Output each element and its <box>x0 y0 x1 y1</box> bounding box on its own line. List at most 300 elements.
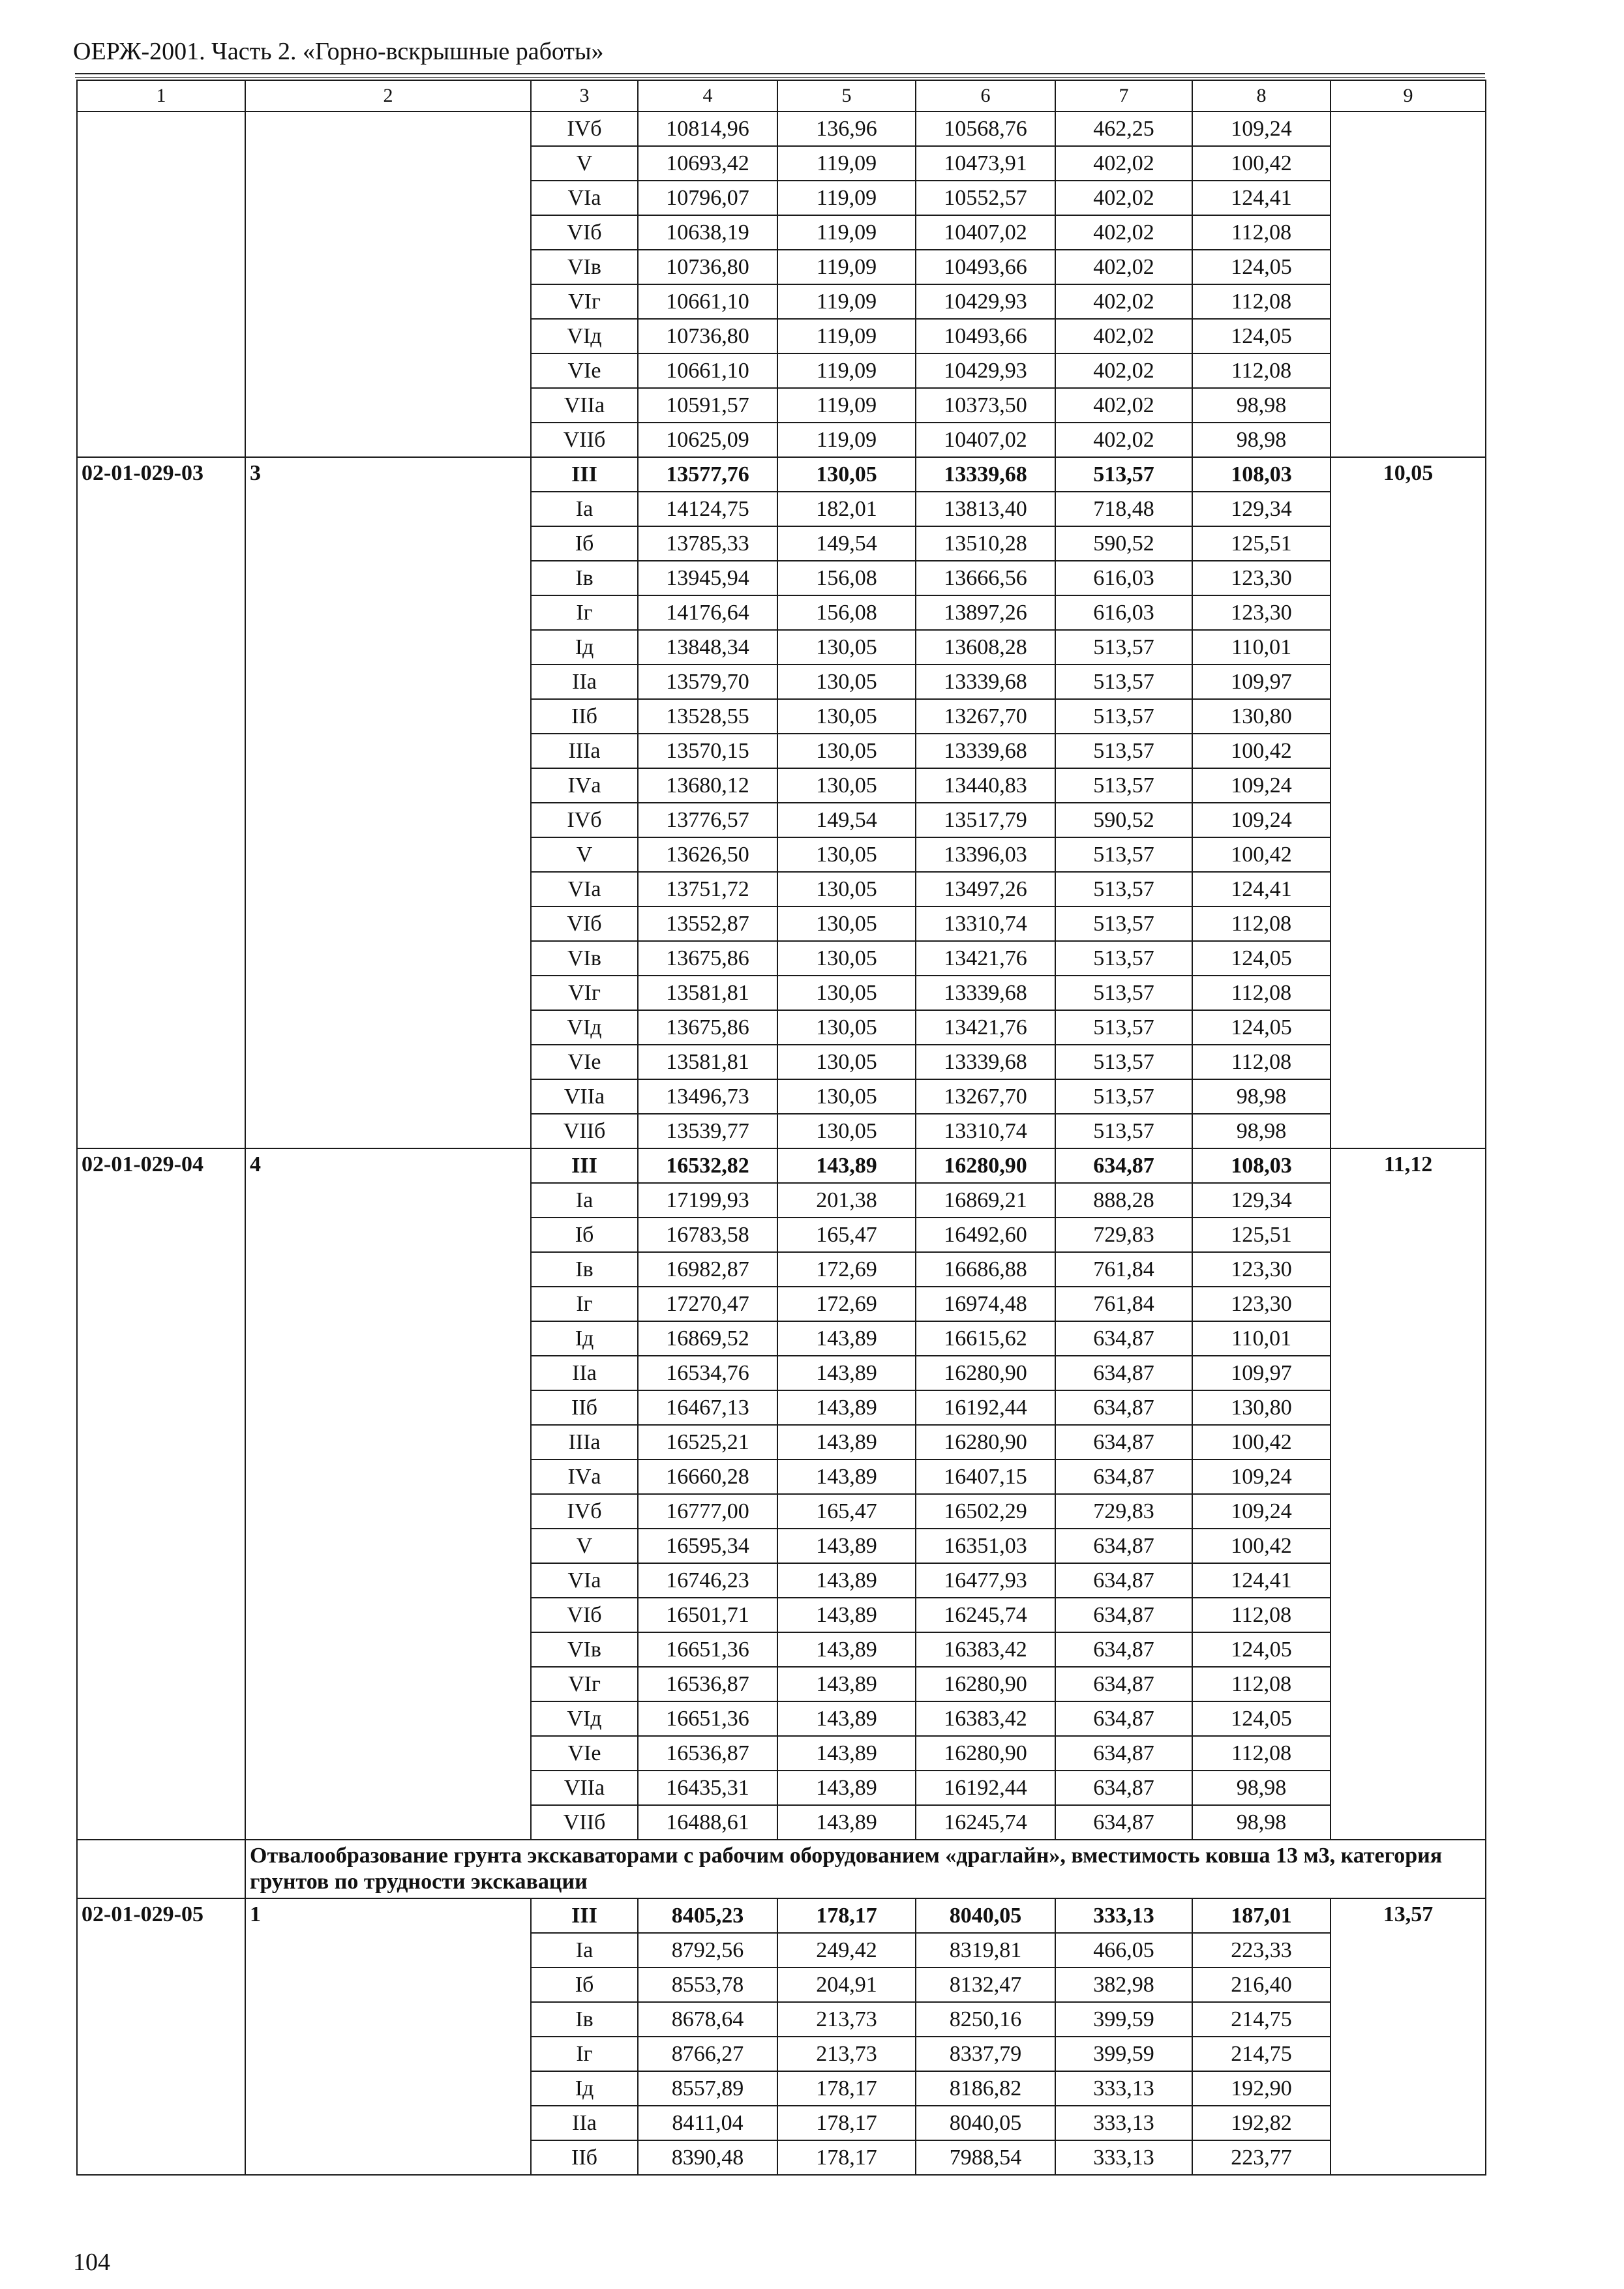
value-col5: 119,09 <box>777 250 916 284</box>
soil-category: Iг <box>531 1287 638 1321</box>
value-col7: 402,02 <box>1055 250 1192 284</box>
soil-category: VIг <box>531 976 638 1010</box>
rate-number: 4 <box>245 1148 531 1840</box>
value-col5: 182,01 <box>777 492 916 526</box>
value-col4: 10736,80 <box>638 250 777 284</box>
value-col4: 13539,77 <box>638 1114 777 1148</box>
soil-category: VIб <box>531 215 638 250</box>
value-col7: 634,87 <box>1055 1805 1192 1840</box>
value-col8: 109,97 <box>1192 665 1331 699</box>
soil-category: VIIб <box>531 1114 638 1148</box>
section-title: Отвалообразование грунта экскаваторами с рабочим оборудованием «драглайн», вместимость ковша 13 м3, категория грунтов по трудности экскавации <box>245 1840 1486 1898</box>
value-col5: 119,09 <box>777 146 916 181</box>
column-number: 8 <box>1192 80 1331 112</box>
value-col4: 16595,34 <box>638 1529 777 1563</box>
value-col5: 213,73 <box>777 2037 916 2071</box>
value-col6: 13497,26 <box>916 872 1055 906</box>
value-col5: 143,89 <box>777 1736 916 1771</box>
soil-category: VIе <box>531 1736 638 1771</box>
value-col7: 634,87 <box>1055 1356 1192 1390</box>
value-col6: 16615,62 <box>916 1321 1055 1356</box>
value-col4: 16536,87 <box>638 1736 777 1771</box>
value-col6: 16192,44 <box>916 1390 1055 1425</box>
rate-code: 02-01-029-05 <box>77 1898 245 2175</box>
rates-table <box>76 80 1486 2176</box>
value-col6: 13897,26 <box>916 595 1055 630</box>
value-col5: 204,91 <box>777 1967 916 2002</box>
value-col4: 14124,75 <box>638 492 777 526</box>
value-col8: 112,08 <box>1192 1045 1331 1079</box>
value-col5: 143,89 <box>777 1425 916 1459</box>
value-col5: 143,89 <box>777 1667 916 1701</box>
rate-code <box>77 112 245 457</box>
value-col8: 124,05 <box>1192 1010 1331 1045</box>
value-col6: 16192,44 <box>916 1771 1055 1805</box>
value-col4: 10814,96 <box>638 112 777 146</box>
value-col7: 513,57 <box>1055 976 1192 1010</box>
value-col7: 634,87 <box>1055 1563 1192 1598</box>
value-col5: 119,09 <box>777 353 916 388</box>
value-col7: 333,13 <box>1055 2106 1192 2140</box>
value-col6: 13510,28 <box>916 526 1055 561</box>
value-col7: 616,03 <box>1055 595 1192 630</box>
value-col6: 16245,74 <box>916 1598 1055 1632</box>
value-col5: 119,09 <box>777 181 916 215</box>
soil-category: IIа <box>531 2106 638 2140</box>
soil-category: VIа <box>531 181 638 215</box>
soil-category: VIв <box>531 941 638 976</box>
value-col4: 16532,82 <box>638 1148 777 1183</box>
soil-category: VIв <box>531 1632 638 1667</box>
value-col7: 462,25 <box>1055 112 1192 146</box>
value-col7: 382,98 <box>1055 1967 1192 2002</box>
column-number: 2 <box>245 80 531 112</box>
value-col7: 402,02 <box>1055 319 1192 353</box>
value-col6: 16280,90 <box>916 1356 1055 1390</box>
value-col6: 16492,60 <box>916 1218 1055 1252</box>
value-col4: 8405,23 <box>638 1898 777 1933</box>
value-col8: 129,34 <box>1192 492 1331 526</box>
value-col4: 8766,27 <box>638 2037 777 2071</box>
soil-category: VIг <box>531 1667 638 1701</box>
soil-category: IIб <box>531 699 638 734</box>
value-col4: 8792,56 <box>638 1933 777 1967</box>
value-col6: 10552,57 <box>916 181 1055 215</box>
value-col5: 130,05 <box>777 1079 916 1114</box>
column-number: 3 <box>531 80 638 112</box>
value-col4: 13785,33 <box>638 526 777 561</box>
value-col8: 223,33 <box>1192 1933 1331 1967</box>
soil-category: V <box>531 837 638 872</box>
value-col6: 13339,68 <box>916 1045 1055 1079</box>
soil-category: VIIб <box>531 423 638 457</box>
value-col8: 109,24 <box>1192 1459 1331 1494</box>
value-col5: 143,89 <box>777 1598 916 1632</box>
value-col5: 143,89 <box>777 1356 916 1390</box>
value-col4: 13496,73 <box>638 1079 777 1114</box>
value-col4: 13776,57 <box>638 803 777 837</box>
value-col5: 178,17 <box>777 2140 916 2175</box>
soil-category: VIIа <box>531 1771 638 1805</box>
value-col4: 16746,23 <box>638 1563 777 1598</box>
value-col5: 130,05 <box>777 837 916 872</box>
value-col6: 16383,42 <box>916 1632 1055 1667</box>
value-col5: 165,47 <box>777 1218 916 1252</box>
value-col5: 156,08 <box>777 561 916 595</box>
rate-number: 3 <box>245 457 531 1148</box>
value-col5: 130,05 <box>777 976 916 1010</box>
value-col7: 513,57 <box>1055 768 1192 803</box>
value-col7: 513,57 <box>1055 734 1192 768</box>
value-col4: 8557,89 <box>638 2071 777 2106</box>
table-row <box>77 457 1486 492</box>
value-col6: 10493,66 <box>916 250 1055 284</box>
value-col8: 112,08 <box>1192 976 1331 1010</box>
table-row <box>77 1148 1486 1183</box>
column-number: 1 <box>77 80 245 112</box>
value-col8: 110,01 <box>1192 630 1331 665</box>
value-col6: 10429,93 <box>916 353 1055 388</box>
value-col6: 13396,03 <box>916 837 1055 872</box>
value-col4: 10661,10 <box>638 284 777 319</box>
value-col8: 100,42 <box>1192 734 1331 768</box>
value-col7: 466,05 <box>1055 1933 1192 1967</box>
value-col4: 10736,80 <box>638 319 777 353</box>
soil-category: IIа <box>531 665 638 699</box>
value-col5: 143,89 <box>777 1632 916 1667</box>
soil-category: IIIа <box>531 734 638 768</box>
value-col8: 125,51 <box>1192 1218 1331 1252</box>
value-col4: 10625,09 <box>638 423 777 457</box>
value-col8: 108,03 <box>1192 1148 1331 1183</box>
value-col5: 130,05 <box>777 699 916 734</box>
value-col5: 143,89 <box>777 1529 916 1563</box>
value-col6: 16869,21 <box>916 1183 1055 1218</box>
value-col4: 8553,78 <box>638 1967 777 2002</box>
value-col4: 13675,86 <box>638 1010 777 1045</box>
value-col8: 216,40 <box>1192 1967 1331 2002</box>
value-col4: 13626,50 <box>638 837 777 872</box>
value-col5: 156,08 <box>777 595 916 630</box>
value-col5: 119,09 <box>777 423 916 457</box>
soil-category: Iа <box>531 492 638 526</box>
value-col7: 333,13 <box>1055 2140 1192 2175</box>
value-col8: 98,98 <box>1192 423 1331 457</box>
value-col6: 16407,15 <box>916 1459 1055 1494</box>
value-col4: 10638,19 <box>638 215 777 250</box>
value-col7: 402,02 <box>1055 181 1192 215</box>
value-col8: 112,08 <box>1192 1598 1331 1632</box>
value-col6: 13666,56 <box>916 561 1055 595</box>
soil-category: VIIа <box>531 1079 638 1114</box>
value-col5: 130,05 <box>777 768 916 803</box>
soil-category: VIг <box>531 284 638 319</box>
value-col7: 634,87 <box>1055 1771 1192 1805</box>
value-col8: 98,98 <box>1192 1114 1331 1148</box>
value-col6: 10493,66 <box>916 319 1055 353</box>
value-col7: 402,02 <box>1055 215 1192 250</box>
value-col8: 124,05 <box>1192 1701 1331 1736</box>
value-col5: 130,05 <box>777 872 916 906</box>
value-col7: 402,02 <box>1055 146 1192 181</box>
value-col7: 634,87 <box>1055 1321 1192 1356</box>
value-col4: 16467,13 <box>638 1390 777 1425</box>
value-col4: 16982,87 <box>638 1252 777 1287</box>
value-col8: 124,41 <box>1192 181 1331 215</box>
value-col8: 123,30 <box>1192 1252 1331 1287</box>
value-col7: 513,57 <box>1055 837 1192 872</box>
value-col4: 10661,10 <box>638 353 777 388</box>
soil-category: VIв <box>531 250 638 284</box>
value-col4: 16534,76 <box>638 1356 777 1390</box>
value-col5: 143,89 <box>777 1459 916 1494</box>
value-col9: 13,57 <box>1331 1898 1486 2175</box>
value-col4: 16869,52 <box>638 1321 777 1356</box>
value-col8: 124,05 <box>1192 941 1331 976</box>
value-col9 <box>1331 112 1486 457</box>
value-col7: 513,57 <box>1055 457 1192 492</box>
value-col8: 123,30 <box>1192 1287 1331 1321</box>
soil-category: VIд <box>531 319 638 353</box>
soil-category: VIб <box>531 906 638 941</box>
value-col8: 192,90 <box>1192 2071 1331 2106</box>
value-col6: 13813,40 <box>916 492 1055 526</box>
value-col6: 10429,93 <box>916 284 1055 319</box>
value-col6: 16245,74 <box>916 1805 1055 1840</box>
value-col6: 16686,88 <box>916 1252 1055 1287</box>
value-col7: 888,28 <box>1055 1183 1192 1218</box>
soil-category: V <box>531 146 638 181</box>
value-col7: 634,87 <box>1055 1667 1192 1701</box>
page-header-title: ОЕРЖ-2001. Часть 2. «Горно-вскрышные работы» <box>73 38 604 65</box>
value-col5: 130,05 <box>777 906 916 941</box>
value-col5: 130,05 <box>777 1114 916 1148</box>
value-col6: 13339,68 <box>916 665 1055 699</box>
soil-category: Iб <box>531 1218 638 1252</box>
value-col6: 8186,82 <box>916 2071 1055 2106</box>
value-col7: 616,03 <box>1055 561 1192 595</box>
column-number: 9 <box>1331 80 1486 112</box>
value-col8: 112,08 <box>1192 906 1331 941</box>
column-number: 7 <box>1055 80 1192 112</box>
value-col5: 130,05 <box>777 1045 916 1079</box>
value-col5: 130,05 <box>777 457 916 492</box>
soil-category: VIа <box>531 872 638 906</box>
value-col4: 16501,71 <box>638 1598 777 1632</box>
value-col8: 124,05 <box>1192 1632 1331 1667</box>
value-col6: 8319,81 <box>916 1933 1055 1967</box>
value-col4: 10591,57 <box>638 388 777 423</box>
value-col4: 8390,48 <box>638 2140 777 2175</box>
soil-category: Iд <box>531 1321 638 1356</box>
value-col4: 16488,61 <box>638 1805 777 1840</box>
value-col8: 112,08 <box>1192 284 1331 319</box>
value-col8: 100,42 <box>1192 837 1331 872</box>
value-col6: 8337,79 <box>916 2037 1055 2071</box>
value-col4: 13552,87 <box>638 906 777 941</box>
value-col4: 16660,28 <box>638 1459 777 1494</box>
value-col4: 16525,21 <box>638 1425 777 1459</box>
value-col6: 8040,05 <box>916 1898 1055 1933</box>
soil-category: IIа <box>531 1356 638 1390</box>
column-number: 5 <box>777 80 916 112</box>
soil-category: IVа <box>531 1459 638 1494</box>
value-col7: 634,87 <box>1055 1632 1192 1667</box>
value-col8: 109,24 <box>1192 803 1331 837</box>
value-col4: 17199,93 <box>638 1183 777 1218</box>
value-col7: 634,87 <box>1055 1701 1192 1736</box>
value-col8: 214,75 <box>1192 2037 1331 2071</box>
value-col8: 130,80 <box>1192 1390 1331 1425</box>
soil-category: IVа <box>531 768 638 803</box>
soil-category: VIд <box>531 1701 638 1736</box>
value-col5: 119,09 <box>777 319 916 353</box>
value-col5: 136,96 <box>777 112 916 146</box>
value-col6: 8132,47 <box>916 1967 1055 2002</box>
value-col6: 10568,76 <box>916 112 1055 146</box>
soil-category: VIIб <box>531 1805 638 1840</box>
value-col6: 16974,48 <box>916 1287 1055 1321</box>
value-col8: 98,98 <box>1192 1079 1331 1114</box>
column-number-row <box>77 80 1486 112</box>
value-col4: 16783,58 <box>638 1218 777 1252</box>
value-col7: 402,02 <box>1055 423 1192 457</box>
value-col4: 13528,55 <box>638 699 777 734</box>
soil-category: III <box>531 457 638 492</box>
value-col4: 8411,04 <box>638 2106 777 2140</box>
value-col9: 10,05 <box>1331 457 1486 1148</box>
value-col5: 130,05 <box>777 630 916 665</box>
value-col4: 13751,72 <box>638 872 777 906</box>
value-col7: 399,59 <box>1055 2002 1192 2037</box>
soil-category: IVб <box>531 803 638 837</box>
value-col8: 109,97 <box>1192 1356 1331 1390</box>
rate-code: 02-01-029-04 <box>77 1148 245 1840</box>
value-col7: 634,87 <box>1055 1529 1192 1563</box>
value-col8: 112,08 <box>1192 1667 1331 1701</box>
value-col7: 729,83 <box>1055 1218 1192 1252</box>
value-col5: 143,89 <box>777 1390 916 1425</box>
value-col4: 13680,12 <box>638 768 777 803</box>
value-col5: 249,42 <box>777 1933 916 1967</box>
value-col5: 130,05 <box>777 1010 916 1045</box>
soil-category: Iд <box>531 2071 638 2106</box>
value-col7: 513,57 <box>1055 906 1192 941</box>
value-col6: 13339,68 <box>916 734 1055 768</box>
value-col6: 13310,74 <box>916 1114 1055 1148</box>
soil-category: IIIа <box>531 1425 638 1459</box>
value-col8: 124,05 <box>1192 250 1331 284</box>
value-col6: 16280,90 <box>916 1148 1055 1183</box>
soil-category: IIб <box>531 1390 638 1425</box>
value-col7: 634,87 <box>1055 1390 1192 1425</box>
soil-category: Iа <box>531 1183 638 1218</box>
section-title-row <box>77 1840 1486 1898</box>
value-col7: 333,13 <box>1055 1898 1192 1933</box>
value-col8: 223,77 <box>1192 2140 1331 2175</box>
empty-cell <box>77 1840 245 1898</box>
value-col6: 13421,76 <box>916 941 1055 976</box>
soil-category: Iб <box>531 526 638 561</box>
value-col6: 16280,90 <box>916 1736 1055 1771</box>
value-col4: 10693,42 <box>638 146 777 181</box>
soil-category: Iв <box>531 561 638 595</box>
value-col8: 187,01 <box>1192 1898 1331 1933</box>
value-col7: 513,57 <box>1055 1079 1192 1114</box>
value-col5: 143,89 <box>777 1321 916 1356</box>
value-col7: 634,87 <box>1055 1598 1192 1632</box>
value-col8: 124,05 <box>1192 319 1331 353</box>
soil-category: III <box>531 1148 638 1183</box>
value-col8: 129,34 <box>1192 1183 1331 1218</box>
value-col6: 8250,16 <box>916 2002 1055 2037</box>
soil-category: Iг <box>531 2037 638 2071</box>
value-col5: 143,89 <box>777 1701 916 1736</box>
value-col9: 11,12 <box>1331 1148 1486 1840</box>
value-col4: 16651,36 <box>638 1701 777 1736</box>
value-col8: 98,98 <box>1192 1771 1331 1805</box>
soil-category: III <box>531 1898 638 1933</box>
value-col4: 16777,00 <box>638 1494 777 1529</box>
value-col8: 100,42 <box>1192 1425 1331 1459</box>
value-col8: 125,51 <box>1192 526 1331 561</box>
value-col8: 108,03 <box>1192 457 1331 492</box>
value-col7: 590,52 <box>1055 526 1192 561</box>
table-row <box>77 1898 1486 1933</box>
value-col4: 13577,76 <box>638 457 777 492</box>
soil-category: Iв <box>531 2002 638 2037</box>
value-col5: 172,69 <box>777 1287 916 1321</box>
value-col5: 143,89 <box>777 1148 916 1183</box>
value-col7: 402,02 <box>1055 353 1192 388</box>
value-col8: 112,08 <box>1192 1736 1331 1771</box>
value-col5: 119,09 <box>777 215 916 250</box>
value-col4: 13848,34 <box>638 630 777 665</box>
value-col6: 13310,74 <box>916 906 1055 941</box>
value-col4: 16651,36 <box>638 1632 777 1667</box>
soil-category: IVб <box>531 112 638 146</box>
value-col5: 178,17 <box>777 1898 916 1933</box>
value-col6: 13267,70 <box>916 1079 1055 1114</box>
page-number: 104 <box>73 2249 110 2276</box>
rate-code: 02-01-029-03 <box>77 457 245 1148</box>
value-col6: 16502,29 <box>916 1494 1055 1529</box>
soil-category: Iв <box>531 1252 638 1287</box>
value-col7: 634,87 <box>1055 1459 1192 1494</box>
value-col8: 100,42 <box>1192 1529 1331 1563</box>
value-col8: 112,08 <box>1192 353 1331 388</box>
value-col6: 13267,70 <box>916 699 1055 734</box>
value-col5: 165,47 <box>777 1494 916 1529</box>
soil-category: Iа <box>531 1933 638 1967</box>
value-col6: 10473,91 <box>916 146 1055 181</box>
value-col6: 16383,42 <box>916 1701 1055 1736</box>
value-col7: 513,57 <box>1055 941 1192 976</box>
value-col5: 143,89 <box>777 1563 916 1598</box>
value-col7: 513,57 <box>1055 1010 1192 1045</box>
value-col6: 13608,28 <box>916 630 1055 665</box>
value-col6: 16351,03 <box>916 1529 1055 1563</box>
value-col5: 143,89 <box>777 1771 916 1805</box>
value-col5: 130,05 <box>777 941 916 976</box>
column-number: 6 <box>916 80 1055 112</box>
value-col7: 729,83 <box>1055 1494 1192 1529</box>
value-col5: 130,05 <box>777 734 916 768</box>
value-col8: 192,82 <box>1192 2106 1331 2140</box>
value-col7: 513,57 <box>1055 699 1192 734</box>
value-col6: 16280,90 <box>916 1667 1055 1701</box>
value-col8: 124,41 <box>1192 872 1331 906</box>
